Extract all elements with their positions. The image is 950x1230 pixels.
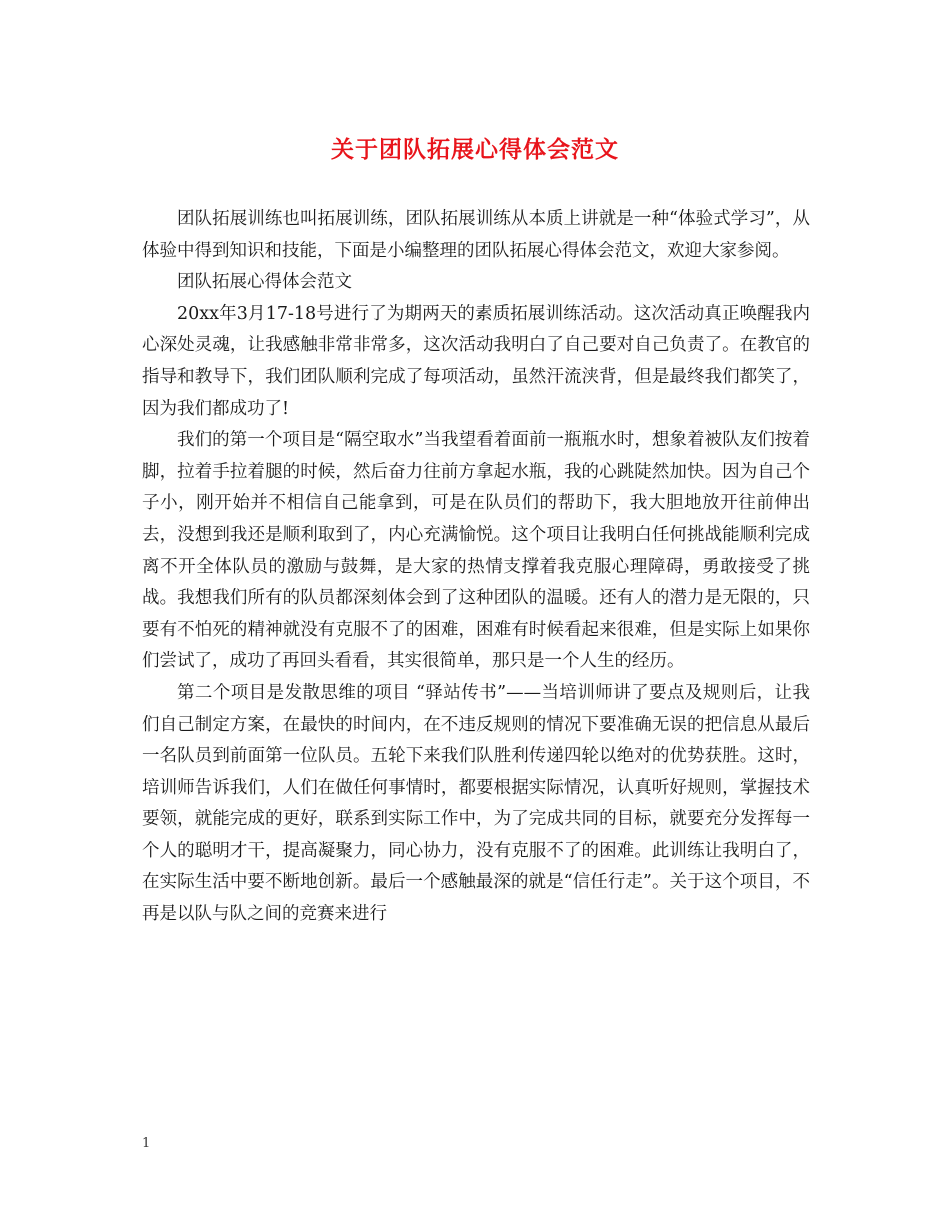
body-paragraph: 20xx年3月17-18号进行了为期两天的素质拓展训练活动。这次活动真正唤醒我内心深处灵魂，让我感触非常非常多，这次活动我明白了自己要对自己负责了。在教官的指导和教导下，我们团队顺利完成了每项活动，虽然汗流浃背，但是最终我们都笑了，因为我们都成功了! <box>142 303 810 419</box>
page-title: 关于团队拓展心得体会范文 <box>331 136 619 163</box>
intro-paragraph: 团队拓展训练也叫拓展训练，团队拓展训练从本质上讲就是一种“体验式学习”，从体验中得到知识和技能，下面是小编整理的团队拓展心得体会范文，欢迎大家参阅。 <box>142 209 810 261</box>
section-heading: 团队拓展心得体会范文 <box>177 272 352 293</box>
document-body <box>142 204 810 931</box>
body-paragraph: 我们的第一个项目是“隔空取水”当我望看着面前一瓶瓶水时，想象着被队友们按着脚，拉着手拉着腿的时候，然后奋力往前方拿起水瓶，我的心跳陡然加快。因为自己个子小，刚开始并不相信自己能拿到，可是在队员们的帮助下，我大胆地放开往前伸出去，没想到我还是顺利取到了，内心充满愉悦。这个项目让我明白任何挑战能顺利完成离不开全体队员的激励与鼓舞，是大家的热情支撑着我克服心理障碍，勇敢接受了挑战。我想我们所有的队员都深刻体会到了这种团队的温暖。还有人的潜力是无限的，只要有不怕死的精神就没有克服不了的困难，困难有时候看起来很难，但是实际上如果你们尝试了，成功了再回头看看，其实很简单，那只是一个人生的经历。 <box>142 430 810 672</box>
body-paragraph: 第二个项目是发散思维的项目 “驿站传书”——当培训师讲了要点及规则后，让我们自己制定方案，在最快的时间内，在不违反规则的情况下要准确无误的把信息从最后一名队员到前面第一位队员。五轮下来我们队胜利传递四轮以绝对的优势获胜。这时，培训师告诉我们，人们在做任何事情时，都要根据实际情况，认真听好规则，掌握技术要领，就能完成的更好，联系到实际工作中，为了完成共同的目标，就要充分发挥每一个人的聪明才干，提高凝聚力，同心协力，没有克服不了的困难。此训练让我明白了，在实际生活中要不断地创新。最后一个感触最深的就是“信任行走”。关于这个项目，不再是以队与队之间的竞赛来进行 <box>142 682 810 925</box>
page-number: 1 <box>142 1136 151 1151</box>
